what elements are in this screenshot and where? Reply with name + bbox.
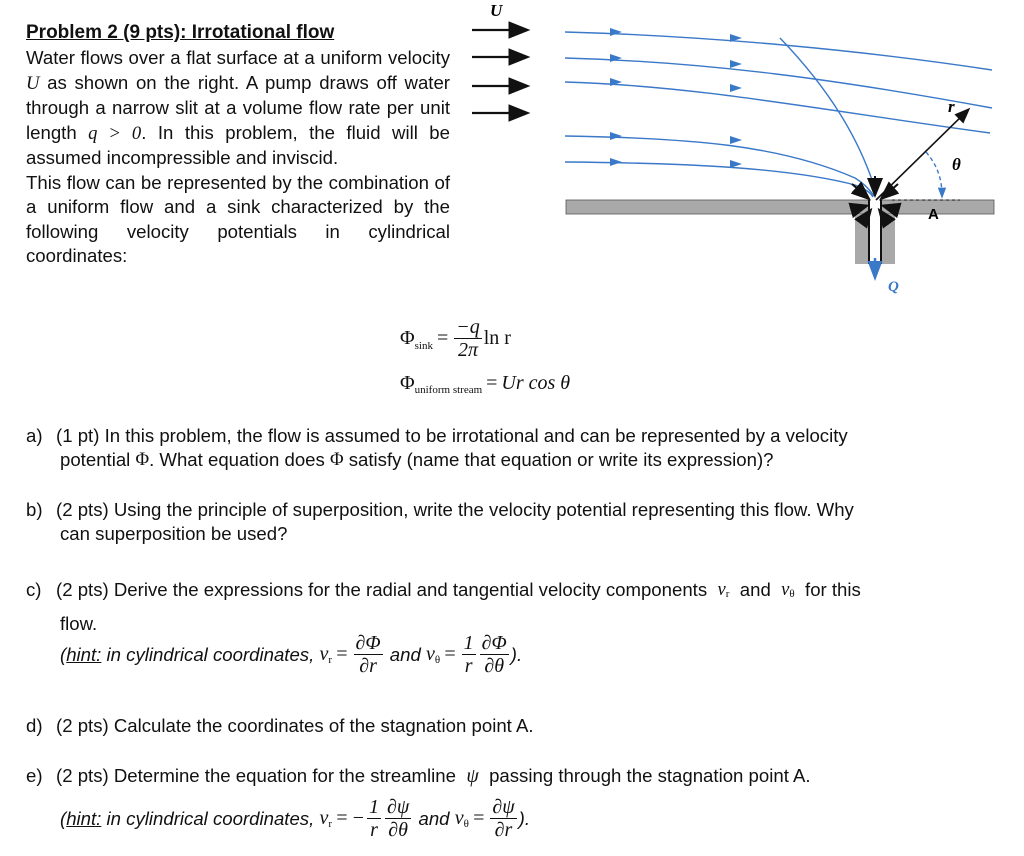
equals-sign: = xyxy=(471,807,486,829)
hint-c: ( hint: in cylindrical coordinates, v r = $\frac{\partial\Phi}{\partial r}$ and v θ = $\frac{1}{r}$ $\frac{\partial\Phi}{\partial\theta}$ ). xyxy=(60,632,523,677)
fraction-denominator: r xyxy=(370,819,378,841)
equals-sign: = xyxy=(486,371,498,394)
fraction-denominator: 2π xyxy=(457,339,479,361)
hint-word: hint: xyxy=(66,807,102,829)
streamline-arrows xyxy=(610,28,742,168)
question-label: b) xyxy=(26,499,43,520)
question-label: c) xyxy=(26,579,42,600)
hint-fraction xyxy=(480,632,509,677)
equals-sign: = xyxy=(335,643,349,665)
slit-channel xyxy=(869,198,881,264)
intro-text: Water flows over a flat surface at a uniform velocity xyxy=(26,47,450,68)
question-label: a) xyxy=(26,425,43,446)
fraction-numerator: ∂ψ xyxy=(492,796,515,818)
r-label: r xyxy=(948,97,955,116)
fraction-denominator: ∂r xyxy=(359,655,377,677)
question-text: (2 pts) Using the principle of superposition, write the velocity potential representing this flow. Why xyxy=(56,499,854,520)
streamline xyxy=(565,82,990,133)
vr-symbol: v xyxy=(319,807,329,829)
vr-symbol: v xyxy=(717,579,726,600)
minus-sign: − xyxy=(351,807,365,829)
question-text: can superposition be used? xyxy=(60,523,288,544)
equals-sign: = xyxy=(436,327,449,349)
fraction-numerator: 1 xyxy=(463,632,474,654)
question-text: and xyxy=(739,579,771,600)
question-text: potential xyxy=(60,449,131,470)
fraction-numerator: ∂Φ xyxy=(481,632,507,654)
theta-label: θ xyxy=(952,155,961,174)
sink-potential-equation xyxy=(400,316,511,361)
question-e xyxy=(26,764,811,788)
problem-intro xyxy=(26,46,450,269)
vr-subscript: r xyxy=(328,653,332,666)
hint-coefficient xyxy=(367,796,381,841)
vr-subscript: r xyxy=(328,817,332,830)
vtheta-subscript: θ xyxy=(789,588,795,600)
streamlines xyxy=(565,32,992,197)
fraction-denominator: ∂θ xyxy=(388,819,409,841)
question-text: (2 pts) Determine the equation for the streamline xyxy=(56,765,456,786)
question-text: satisfy (name that equation or write its expression)? xyxy=(348,449,774,470)
hint-text: in cylindrical coordinates, xyxy=(106,807,315,829)
equals-sign: = xyxy=(443,643,457,665)
question-text: (2 pts) Calculate the coordinates of the stagnation point A. xyxy=(56,715,534,736)
streamline xyxy=(565,32,992,70)
psi-symbol: ψ xyxy=(466,765,479,787)
hint-e: ( hint: in cylindrical coordinates, v r = − $\frac{1}{r}$ $\frac{\partial\psi}{\partial\theta}$ and v θ = $\frac{\partial\psi}{\partial r}$ ). xyxy=(60,796,531,841)
hint-text: and xyxy=(418,807,450,829)
vr-subscript: r xyxy=(725,588,730,600)
q-label: Q xyxy=(888,279,899,295)
fraction-numerator: ∂ψ xyxy=(387,796,410,818)
question-label: d) xyxy=(26,715,43,736)
vtheta-subscript: θ xyxy=(434,653,441,666)
question-text: (1 pt) In this problem, the flow is assumed to be irrotational and can be represented by a velocity xyxy=(56,425,848,446)
question-c xyxy=(26,574,1016,636)
theta-arc xyxy=(926,152,942,196)
ln-r: ln r xyxy=(483,327,511,349)
intro-paragraph-2: This flow can be represented by the combination of a uniform flow and a sink characterized by the following velocity potentials in cylindrical coordinates: xyxy=(26,171,450,266)
question-label: e) xyxy=(26,765,43,786)
vtheta-subscript: θ xyxy=(463,817,469,830)
intro-text: . In this problem, the fluid will be assumed incompressible and inviscid. xyxy=(26,121,450,168)
vtheta-symbol: v xyxy=(454,807,464,829)
question-b xyxy=(26,498,1016,546)
fraction-denominator: ∂r xyxy=(494,819,513,841)
phi-symbol: Φ xyxy=(135,449,150,470)
hint-coefficient xyxy=(462,632,476,677)
intro-var-q: q > 0 xyxy=(88,122,142,144)
question-text: . What equation does xyxy=(149,449,325,470)
uniform-flow-arrows xyxy=(472,30,526,113)
hint-fraction xyxy=(385,796,411,841)
stagnation-point-label: A xyxy=(928,206,939,223)
hint-word: hint: xyxy=(66,643,102,665)
uniform-subscript: uniform stream xyxy=(414,384,483,396)
question-text: for this xyxy=(805,579,861,600)
fraction-denominator: r xyxy=(464,655,473,677)
problem-title: Problem 2 (9 pts): Irrotational flow xyxy=(26,22,335,43)
equals-sign: = xyxy=(335,807,349,829)
question-a xyxy=(26,424,1016,472)
question-text: flow. xyxy=(60,613,98,634)
hint-text: ). xyxy=(510,643,523,665)
uniform-potential-equation xyxy=(400,370,570,396)
flow-diagram xyxy=(460,0,1000,300)
vr-symbol: v xyxy=(319,643,329,665)
fraction-denominator: ∂θ xyxy=(484,655,505,677)
intro-text: as shown on the right. A pump draws off water through a narrow slit at a volume flow rate per unit length xyxy=(26,71,451,143)
question-text: passing through the stagnation point A. xyxy=(489,765,811,786)
question-text: (2 pts) Derive the expressions for the radial and tangential velocity components xyxy=(56,579,708,600)
sink-fraction xyxy=(454,316,482,361)
hint-text: in cylindrical coordinates, xyxy=(106,643,315,665)
u-label: U xyxy=(490,1,503,20)
fraction-numerator: ∂Φ xyxy=(355,632,381,654)
phi-symbol: Φ xyxy=(329,449,344,470)
phi-symbol: Φ xyxy=(400,327,415,349)
hint-text: and xyxy=(389,643,421,665)
intro-paragraph-1 xyxy=(26,46,450,171)
vtheta-symbol: v xyxy=(781,579,790,600)
sink-subscript: sink xyxy=(414,339,433,352)
uniform-rhs: Ur cos θ xyxy=(501,371,571,394)
vtheta-symbol: v xyxy=(425,643,435,665)
intro-var-u: U xyxy=(26,72,40,94)
phi-symbol: Φ xyxy=(400,371,415,394)
streamline xyxy=(565,58,992,108)
hint-fraction xyxy=(354,632,383,677)
fraction-numerator: −q xyxy=(456,316,480,338)
fraction-numerator: 1 xyxy=(369,796,379,818)
question-d xyxy=(26,714,534,738)
hint-text: ). xyxy=(518,807,531,829)
hint-fraction xyxy=(490,796,516,841)
